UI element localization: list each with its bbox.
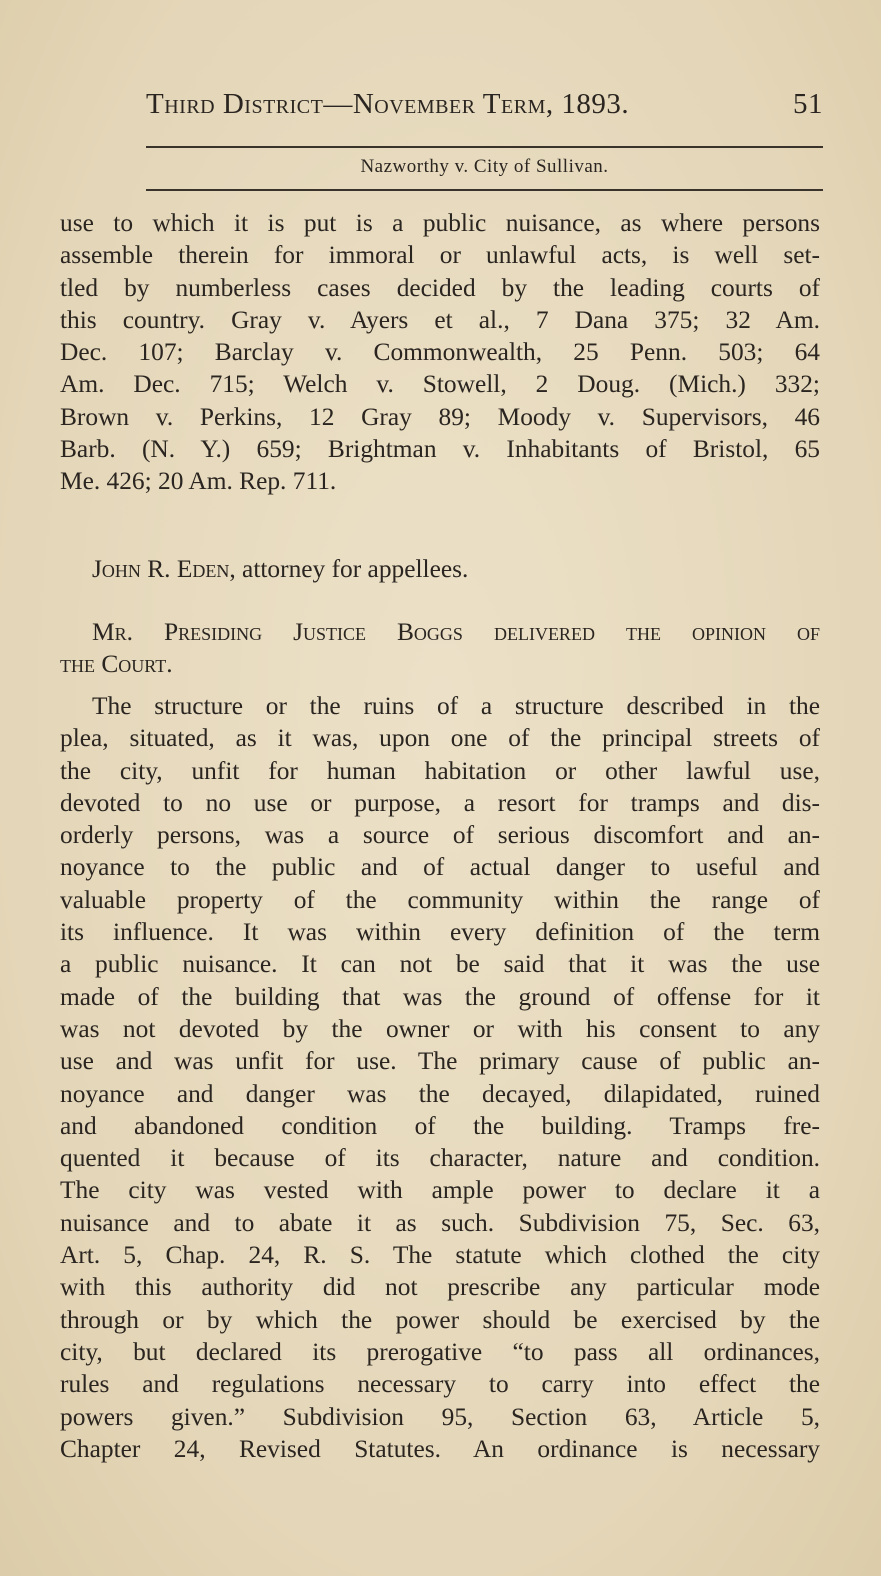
text-line: and abandoned condition of the building. Tramps fre-	[60, 1111, 820, 1140]
attorney-name: John R. Eden	[92, 555, 230, 583]
text-line: noyance and danger was the decayed, dilapidated, ruined	[60, 1079, 820, 1108]
page-number: 51	[793, 88, 823, 120]
opinion-heading-line: the Court.	[60, 650, 173, 679]
text-line: made of the building that was the ground of offense for it	[60, 982, 820, 1011]
text-line: plea, situated, as it was, upon one of the principal streets of	[60, 724, 820, 753]
text-line: quented it because of its character, nature and condition.	[60, 1144, 820, 1173]
text-line: noyance to the public and of actual danger to useful and	[60, 853, 820, 882]
opinion-heading	[60, 616, 820, 681]
opinion-body	[60, 690, 820, 1465]
text-line: The city was vested with ample power to declare it a	[60, 1176, 820, 1205]
text-line: assemble therein for immoral or unlawful acts, is well set-	[60, 241, 820, 270]
running-head-title: Third District—November Term, 1893.	[146, 88, 630, 120]
text-line: Art. 5, Chap. 24, R. S. The statute which clothed the city	[60, 1241, 820, 1270]
text-line: Brown v. Perkins, 12 Gray 89; Moody v. Supervisors, 46	[60, 402, 820, 431]
case-title: Nazworthy v. City of Sullivan.	[360, 156, 609, 177]
attorney-line	[60, 553, 820, 585]
text-line: the city, unfit for human habitation or other lawful use,	[60, 756, 820, 785]
text-line: this country. Gray v. Ayers et al., 7 Dana 375; 32 Am.	[60, 305, 820, 334]
text-line: rules and regulations necessary to carry into effect the	[60, 1370, 820, 1399]
text-line: Me. 426; 20 Am. Rep. 711.	[60, 467, 337, 496]
text-line: powers given.” Subdivision 95, Section 63, Article 5,	[60, 1402, 820, 1431]
attorney-role: , attorney for appellees.	[229, 555, 469, 583]
text-line: use to which it is put is a public nuisance, as where persons	[60, 209, 820, 237]
text-line: use and was unfit for use. The primary cause of public an-	[60, 1047, 820, 1076]
argument-paragraph	[60, 207, 820, 498]
header-rule-top	[146, 146, 823, 148]
text-line: nuisance and to abate it as such. Subdivision 75, Sec. 63,	[60, 1208, 820, 1237]
text-line: Am. Dec. 715; Welch v. Stowell, 2 Doug. (Mich.) 332;	[60, 370, 820, 399]
text-line: devoted to no use or purpose, a resort for tramps and dis-	[60, 788, 820, 817]
text-line: its influence. It was within every definition of the term	[60, 918, 820, 947]
text-line: Barb. (N. Y.) 659; Brightman v. Inhabitants of Bristol, 65	[60, 435, 820, 464]
text-line: tled by numberless cases decided by the leading courts of	[60, 273, 820, 302]
text-line: a public nuisance. It can not be said that it was the use	[60, 950, 820, 979]
text-line: orderly persons, was a source of serious discomfort and an-	[60, 821, 820, 850]
opinion-heading-line: Mr. Presiding Justice Boggs delivered the opinion of	[92, 618, 820, 646]
running-head	[146, 88, 823, 121]
text-line: Dec. 107; Barclay v. Commonwealth, 25 Penn. 503; 64	[60, 338, 820, 367]
text-line: The structure or the ruins of a structure described in the	[92, 692, 820, 720]
text-line: was not devoted by the owner or with his consent to any	[60, 1014, 820, 1043]
text-line: city, but declared its prerogative “to pass all ordinances,	[60, 1337, 820, 1366]
text-line: through or by which the power should be exercised by the	[60, 1305, 820, 1334]
text-line: valuable property of the community within the range of	[60, 885, 820, 914]
text-line: with this authority did not prescribe any particular mode	[60, 1273, 820, 1302]
text-line: Chapter 24, Revised Statutes. An ordinance is necessary	[60, 1434, 820, 1463]
header-rule-bottom	[146, 189, 823, 191]
